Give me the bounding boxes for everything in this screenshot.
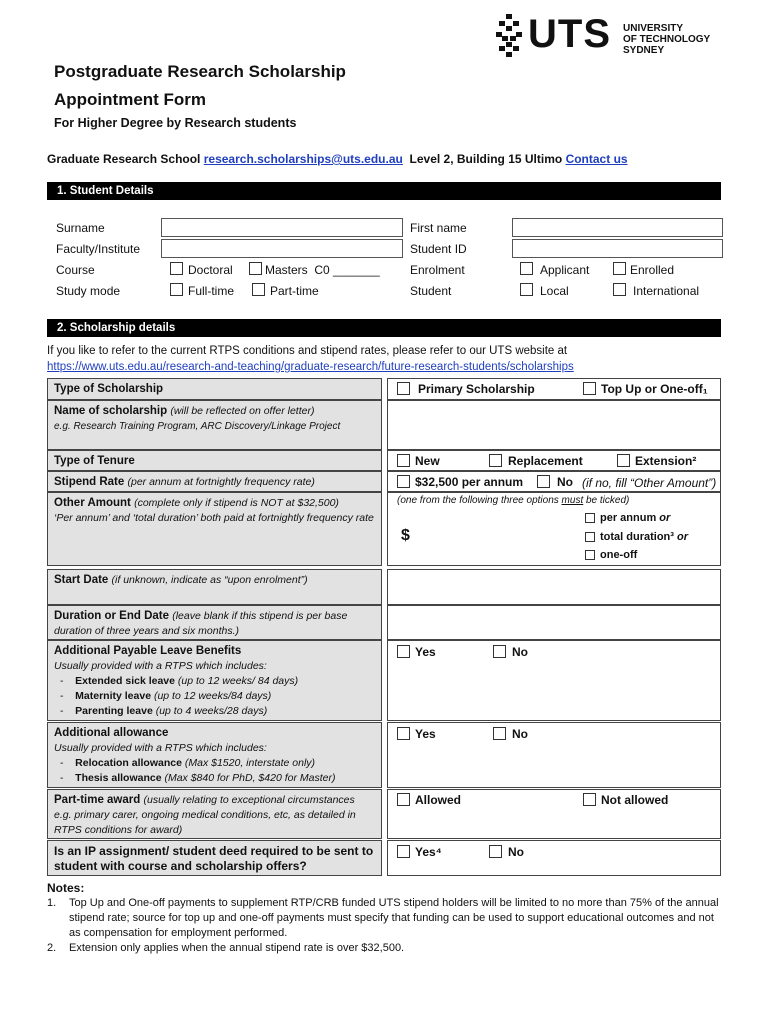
stipend-no-label: No [557, 475, 573, 489]
primary-scholarship-checkbox[interactable] [397, 382, 410, 395]
type-of-scholarship-label: Type of Scholarship [47, 378, 382, 400]
extension-label: Extension² [635, 454, 697, 468]
student-id-input[interactable] [512, 239, 723, 258]
section-heading-student: 1. Student Details [47, 182, 721, 200]
leave-label: Additional Payable Leave Benefits [54, 645, 242, 657]
full-time-label: Full-time [188, 284, 235, 298]
leave-label-cell [47, 640, 382, 721]
duration-input[interactable] [387, 605, 721, 640]
stipend-standard-label: $32,500 per annum [415, 475, 524, 489]
office-location: Level 2, Building 15 Ultimo [409, 152, 563, 166]
stipend-no-checkbox[interactable] [537, 475, 550, 488]
other-amount-note: (complete only if stipend is NOT at $32,500) [134, 497, 339, 509]
university-name: UNIVERSITY OF TECHNOLOGY SYDNEY [623, 23, 711, 56]
applicant-label: Applicant [540, 263, 590, 277]
part-time-checkbox[interactable] [252, 283, 265, 296]
other-amount-label-cell [47, 492, 382, 566]
one-off-checkbox[interactable] [585, 550, 595, 560]
duration-note: (leave blank if this stipend is per base duration of three years and six months.) [54, 610, 348, 637]
enrolled-label: Enrolled [630, 263, 675, 277]
doctoral-label: Doctoral [188, 263, 233, 277]
stipend-standard-checkbox[interactable] [397, 475, 410, 488]
faculty-input[interactable] [161, 239, 403, 258]
total-duration-checkbox[interactable] [585, 532, 595, 542]
masters-label: Masters C0 _______ [265, 263, 380, 277]
start-date-input[interactable] [387, 569, 721, 605]
note-item: 2. Extension only applies when the annual stipend rate is over $32,500. [47, 942, 405, 954]
new-label: New [415, 454, 440, 468]
other-amount-hint: (one from the following three options must be ticked) [397, 495, 630, 506]
allowance-yes-label: Yes [415, 727, 436, 741]
scholarship-name-input[interactable] [387, 400, 721, 450]
surname-label: Surname [56, 221, 105, 235]
allowance-label-cell [47, 722, 382, 788]
scholarship-name-note: (will be reflected on offer letter) [170, 405, 315, 417]
first-name-input[interactable] [512, 218, 723, 237]
leave-yes-checkbox[interactable] [397, 645, 410, 658]
scholarships-url-link[interactable]: https://www.uts.edu.au/research-and-teaching/graduate-research/future-research-students/scholarships [47, 361, 574, 373]
leave-no-label: No [512, 645, 528, 659]
other-amount-label: Other Amount [54, 497, 131, 509]
course-label: Course [56, 263, 95, 277]
notes-heading: Notes: [47, 881, 85, 895]
allowance-no-checkbox[interactable] [493, 727, 506, 740]
page-subtitle: For Higher Degree by Research students [54, 116, 297, 130]
student-id-label: Student ID [410, 242, 467, 256]
stipend-label: Stipend Rate [54, 476, 125, 488]
page-title-line2: Appointment Form [54, 90, 207, 109]
parttime-note: (usually relating to exceptional circumstances e.g. primary carer, ongoing medical conditions, etc, as detailed in RTPS conditions for award) [54, 794, 356, 836]
leave-item: - Parenting leave (up to 4 weeks/28 days) [60, 705, 268, 717]
enrolled-checkbox[interactable] [613, 262, 626, 275]
ip-assignment-label: Is an IP assignment/ student deed required to be sent to student with course and scholarship offers? [47, 840, 382, 876]
notes-section [47, 881, 727, 956]
topup-checkbox[interactable] [583, 382, 596, 395]
not-allowed-label: Not allowed [601, 793, 669, 807]
scholarship-name-example: e.g. Research Training Program, ARC Discovery/Linkage Project [54, 421, 341, 432]
start-date-label-cell [47, 569, 382, 605]
ip-no-label: No [508, 845, 524, 859]
duration-label: Duration or End Date [54, 610, 170, 622]
email-link[interactable]: research.scholarships@uts.edu.au [203, 152, 403, 166]
enrolment-label: Enrolment [410, 263, 465, 277]
allowed-checkbox[interactable] [397, 793, 410, 806]
office-name: Graduate Research School [47, 152, 201, 166]
international-label: International [633, 284, 700, 298]
contact-us-link[interactable]: Contact us [565, 152, 628, 166]
student-type-label: Student [410, 284, 452, 298]
stipend-no-note: (if no, fill “Other Amount”) [582, 476, 717, 490]
allowance-note: Usually provided with a RTPS which includes: [54, 742, 267, 754]
allowance-item: - Relocation allowance (Max $1520, interstate only) [60, 757, 316, 769]
parttime-label-cell [47, 789, 382, 839]
total-duration-option: total duration³ or [600, 531, 688, 543]
allowed-label: Allowed [415, 793, 462, 807]
rtps-intro: If you like to refer to the current RTPS conditions and stipend rates, please refer to our UTS website at [47, 345, 568, 357]
leave-note: Usually provided with a RTPS which includes: [54, 660, 267, 672]
ip-no-checkbox[interactable] [489, 845, 502, 858]
ip-yes-label: Yes⁴ [415, 845, 442, 859]
section-heading-scholarship: 2. Scholarship details [47, 319, 721, 337]
surname-input[interactable] [161, 218, 403, 237]
full-time-checkbox[interactable] [170, 283, 183, 296]
allowance-item: - Thesis allowance (Max $840 for PhD, $420 for Master) [60, 772, 336, 784]
leave-yes-label: Yes [415, 645, 436, 659]
scholarship-name-label-cell [47, 400, 382, 450]
leave-item: - Maternity leave (up to 12 weeks/84 days) [60, 690, 272, 702]
uts-logo-mark [496, 14, 522, 58]
per-annum-option: per annum or [600, 512, 671, 524]
primary-scholarship-label: Primary Scholarship [418, 382, 535, 396]
stipend-label-cell [47, 471, 382, 492]
faculty-label: Faculty/Institute [56, 242, 141, 256]
parttime-label: Part-time award [54, 794, 141, 806]
allowance-yes-checkbox[interactable] [397, 727, 410, 740]
start-date-note: (if unknown, indicate as “upon enrolment”) [111, 574, 308, 586]
contact-line [47, 152, 628, 166]
part-time-label: Part-time [270, 284, 319, 298]
replacement-label: Replacement [508, 454, 583, 468]
start-date-label: Start Date [54, 574, 109, 586]
note-item: 1. Top Up and One-off payments to supplement RTP/CRB funded UTS stipend holders will be limited to no more than 75% of the annual stipend rate; source for top up and one-off payments must specify that funding can be used to support educational outcomes and not as compensation for employment performed. [47, 897, 719, 939]
applicant-checkbox[interactable] [520, 262, 533, 275]
uts-logo-text: UTS [528, 12, 611, 56]
ip-yes-checkbox[interactable] [397, 845, 410, 858]
local-checkbox[interactable] [520, 283, 533, 296]
per-annum-checkbox[interactable] [585, 513, 595, 523]
stipend-note: (per annum at fortnightly frequency rate) [127, 476, 315, 488]
international-checkbox[interactable] [613, 283, 626, 296]
new-checkbox[interactable] [397, 454, 410, 467]
first-name-label: First name [410, 221, 467, 235]
allowance-label: Additional allowance [54, 727, 169, 739]
leave-cell [387, 640, 721, 721]
leave-no-checkbox[interactable] [493, 645, 506, 658]
one-off-option: one-off [600, 549, 638, 561]
allowance-no-label: No [512, 727, 528, 741]
other-amount-note2: ‘Per annum’ and ‘total duration’ both paid at fortnightly frequency rate [54, 512, 374, 524]
allowance-cell [387, 722, 721, 788]
dollar-sign: $ [401, 527, 410, 544]
topup-label: Top Up or One-off₁ [601, 382, 708, 396]
duration-label-cell [47, 605, 382, 640]
local-label: Local [540, 284, 569, 298]
replacement-checkbox[interactable] [489, 454, 502, 467]
study-mode-label: Study mode [56, 284, 121, 298]
masters-checkbox[interactable] [249, 262, 262, 275]
doctoral-checkbox[interactable] [170, 262, 183, 275]
page-title: Postgraduate Research Scholarship [54, 62, 346, 81]
extension-checkbox[interactable] [617, 454, 630, 467]
not-allowed-checkbox[interactable] [583, 793, 596, 806]
scholarship-name-label: Name of scholarship [54, 405, 168, 417]
tenure-label: Type of Tenure [47, 450, 382, 471]
leave-item: - Extended sick leave (up to 12 weeks/ 84 days) [60, 675, 299, 687]
